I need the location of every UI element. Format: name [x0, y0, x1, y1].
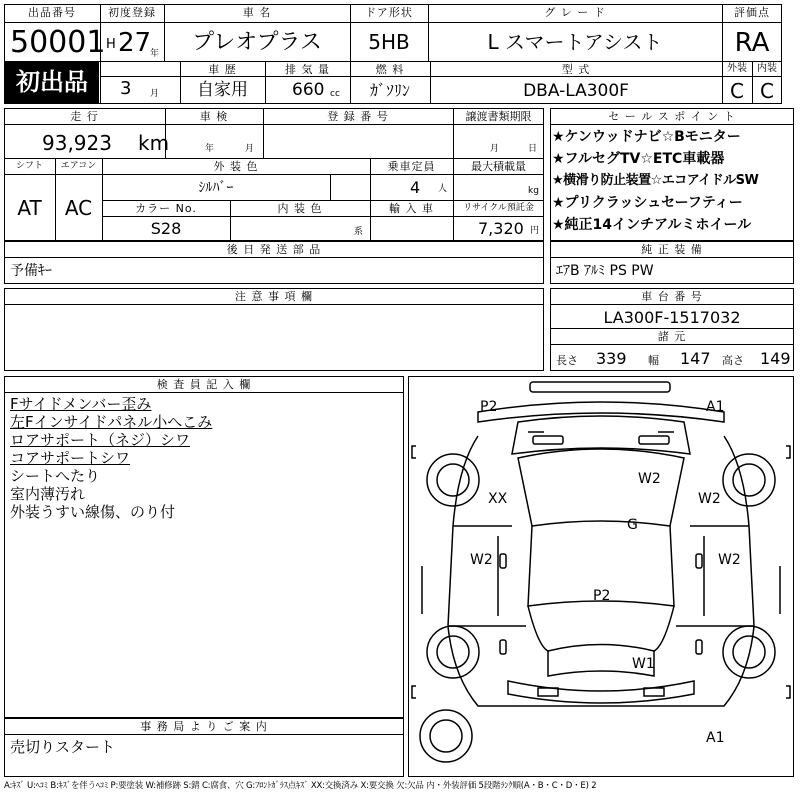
- mileage-unit: km: [138, 131, 170, 155]
- exterior-label: 外装: [727, 63, 747, 74]
- inspector-label: 検 査 員 記 入 欄: [156, 378, 252, 391]
- transfer-month-unit: 月: [490, 144, 500, 154]
- mark-a1-top: A1: [706, 399, 725, 415]
- history: 自家用: [197, 80, 248, 100]
- door-type: 5HB: [368, 30, 410, 54]
- reg-year-unit: 年: [150, 49, 160, 59]
- transfer-label: 譲渡書類期限: [465, 110, 532, 123]
- inspector-note-5: シートへたり: [10, 467, 101, 485]
- equipment-value: ｴｱB ｱﾙﾐ PS PW: [556, 263, 654, 279]
- width-label: 幅: [648, 354, 659, 367]
- cautions-label: 注 意 事 項 欄: [235, 290, 313, 303]
- mileage: 93,923: [42, 131, 112, 155]
- score-label: 評価点: [734, 6, 770, 19]
- inspection-label: 車 検: [199, 110, 229, 123]
- fuel-label: 燃 料: [375, 63, 405, 76]
- lot-no-label: 出品番号: [28, 6, 76, 19]
- sales-point-2: ★フルセグTV☆ETC車載器: [552, 151, 725, 167]
- length-value: 339: [596, 349, 627, 368]
- car-diagram: [408, 376, 794, 777]
- import-label: 輸 入 車: [389, 202, 434, 215]
- ext-color: ｼﾙﾊﾞｰ: [198, 180, 234, 196]
- chassis-number: LA300F-1517032: [603, 308, 741, 327]
- capacity: 4: [410, 178, 421, 197]
- mark-w2-left: W2: [470, 552, 493, 568]
- grade: L スマートアシスト: [487, 30, 663, 54]
- ac: AC: [64, 196, 93, 220]
- chassis-label: 車 台 番 号: [641, 290, 703, 303]
- transfer-day-unit: 日: [528, 144, 538, 154]
- int-color-unit: 系: [354, 227, 364, 237]
- inspection-year-unit: 年: [205, 144, 215, 154]
- mark-w2-right-front: W2: [698, 491, 721, 507]
- first-listing-label: 初出品: [16, 68, 88, 96]
- sales-point-3: ★横滑り防止装置☆エコアイドルSW: [552, 173, 759, 188]
- displacement-unit: cc: [330, 89, 340, 99]
- mark-w2-right: W2: [718, 552, 741, 568]
- width-value: 147: [680, 349, 711, 368]
- mark-a1-bottom: A1: [706, 730, 725, 746]
- capacity-unit: 人: [438, 184, 448, 194]
- color-no: S28: [150, 219, 182, 238]
- length-label: 長さ: [556, 354, 578, 367]
- inspector-note-1: Fサイドメンバー歪み: [10, 395, 152, 413]
- dimensions-label: 諸 元: [657, 330, 687, 343]
- model-label: 型 式: [561, 63, 591, 76]
- ext-color-label: 外 装 色: [213, 160, 259, 173]
- grade-label: グ レ ー ド: [544, 6, 606, 19]
- displacement: 660: [292, 80, 325, 100]
- sales-point-4: ★プリクラッシュセーフティー: [552, 195, 743, 211]
- sales-points-label: セ ー ル ス ポ イ ン ト: [608, 110, 736, 123]
- capacity-label: 乗車定員: [387, 160, 436, 173]
- reg-month-unit: 月: [150, 89, 160, 99]
- sales-point-5: ★純正14インチアルミホイール: [552, 217, 752, 233]
- reg-no-label: 登 録 番 号: [327, 110, 389, 123]
- car-name: プレオプラス: [192, 30, 322, 55]
- inspector-note-6: 室内薄汚れ: [10, 485, 86, 503]
- load-unit: kg: [528, 186, 539, 196]
- mark-p2-roof: P2: [593, 588, 611, 604]
- office-value: 売切りスタート: [10, 738, 116, 756]
- mark-g: G: [627, 517, 638, 533]
- lot-no: 50001: [10, 25, 106, 60]
- later-parts-label: 後 日 発 送 部 品: [226, 243, 322, 256]
- interior-grade: C: [760, 79, 774, 103]
- later-parts-value: 予備ｷｰ: [10, 263, 52, 279]
- mark-p2-top: P2: [480, 399, 498, 415]
- score: RA: [734, 28, 770, 58]
- ac-label: エアコン: [60, 161, 97, 171]
- exterior-grade: C: [730, 79, 744, 103]
- reg-year: 27: [118, 28, 152, 58]
- door-label: ドア形状: [365, 6, 413, 19]
- legend: A:ｷｽﾞ U:ﾍｺﾐ B:ｷｽﾞを伴うﾍｺﾐ P:要塗装 W:補修跡 S:錆 C:腐食、穴 G:ﾌﾛﾝﾄｶﾞﾗｽ点ｷｽﾞ XX:交換済み X:要交換 欠:欠品 内・外装評価 5段階ﾗﾝｸ順(A・B・C・D・E) 2: [4, 781, 597, 791]
- mileage-label: 走 行: [70, 110, 99, 123]
- history-label: 車 歴: [208, 63, 237, 76]
- inspector-note-7: 外装うすい線傷、のり付: [10, 503, 176, 521]
- mark-w1: W1: [632, 656, 655, 672]
- equipment-label: 純 正 装 備: [641, 243, 703, 256]
- fuel: ｶﾞｿﾘﾝ: [369, 81, 410, 100]
- reg-label: 初度登録: [108, 6, 156, 19]
- sales-point-1: ★ケンウッドナビ☆Bモニター: [552, 129, 741, 145]
- int-color-label: 内 装 色: [277, 202, 323, 215]
- office-label: 事 務 局 よ り ご 案 内: [140, 720, 268, 733]
- reg-era: H: [106, 37, 116, 52]
- height-label: 高さ: [722, 354, 744, 367]
- car-name-label: 車 名: [242, 6, 272, 19]
- color-no-label: カラー No.: [135, 202, 197, 215]
- mark-w2-hood: W2: [638, 471, 661, 487]
- recycle-label: リサイクル預託金: [463, 203, 534, 213]
- model: DBA-LA300F: [523, 81, 629, 101]
- mark-xx: XX: [488, 491, 508, 507]
- shift-label: シフト: [15, 161, 43, 171]
- reg-month: 3: [120, 78, 132, 99]
- inspection-month-unit: 月: [245, 144, 255, 154]
- inspector-note-3: ロアサポート（ネジ）シワ: [10, 431, 191, 449]
- height-value: 149: [760, 349, 791, 368]
- displacement-label: 排 気 量: [285, 63, 330, 76]
- inspector-note-4: コアサポートシワ: [10, 449, 131, 467]
- inspector-note-2: 左Fインサイドパネル小へこみ: [10, 413, 213, 431]
- shift: AT: [17, 196, 42, 220]
- load-label: 最大積載量: [471, 160, 526, 173]
- interior-label: 内装: [757, 63, 777, 74]
- recycle-unit: 円: [530, 226, 540, 236]
- recycle-amount: 7,320: [478, 219, 524, 238]
